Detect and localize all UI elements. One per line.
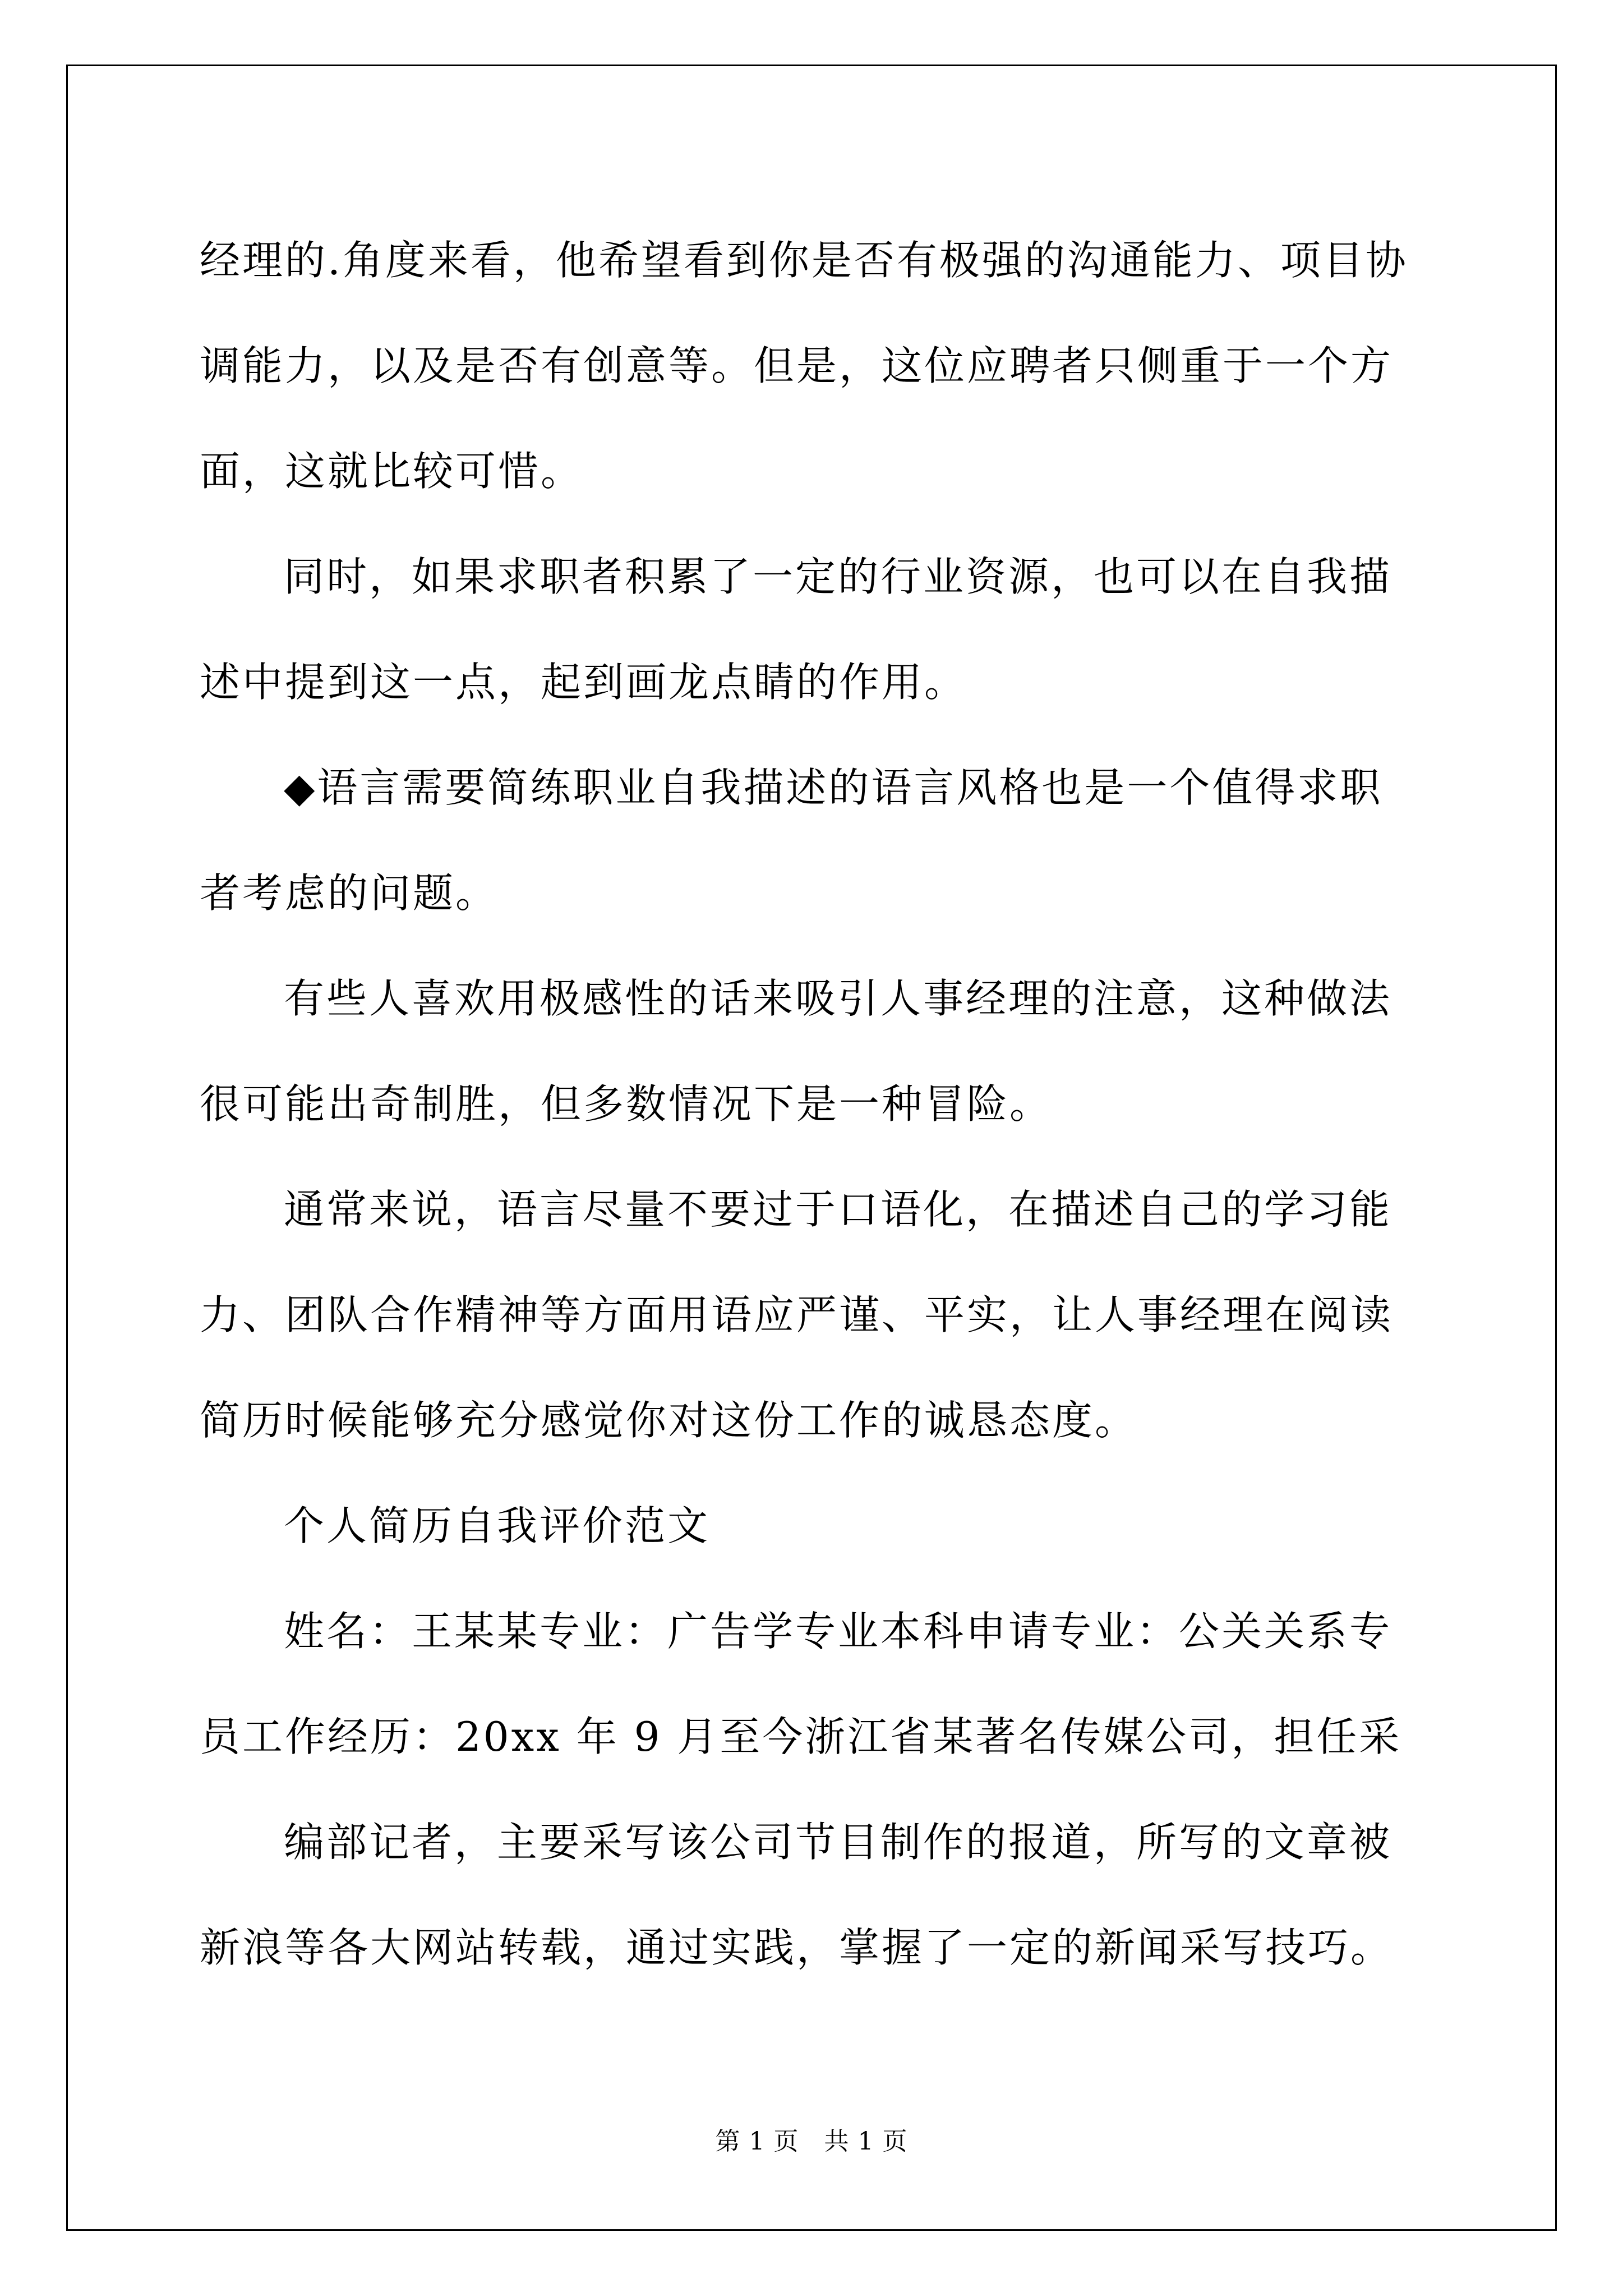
paragraph-2: 同时，如果求职者积累了一定的行业资源，也可以在自我描述中提到这一点，起到画龙点睛的作用。 — [200, 553, 1393, 706]
paragraph-4: 有些人喜欢用极感性的话来吸引人事经理的注意，这种做法很可能出奇制胜，但多数情况下是一种冒险。 — [200, 975, 1393, 1128]
paragraph-7: 姓名：王某某专业：广告学专业本科申请专业：公关关系专员工作经历：20xx 年 9 月至今浙江省某著名传媒公司，担任采 — [200, 1608, 1402, 1760]
page-number-total: 共 1 页 — [824, 2127, 908, 2156]
paragraph-8: 编部记者，主要采写该公司节目制作的报道，所写的文章被新浪等各大网站转载，通过实践，掌握了一定的新闻采写技巧。 — [200, 1819, 1394, 1971]
document-body — [200, 208, 1422, 2000]
paragraph-1: 经理的.角度来看，他希望看到你是否有极强的沟通能力、项目协调能力，以及是否有创意等。但是，这位应聘者只侧重于一个方面，这就比较可惜。 — [200, 237, 1408, 495]
paragraph-5: 通常来说，语言尽量不要过于口语化，在描述自己的学习能力、团队合作精神等方面用语应严谨、平实，让人事经理在阅读简历时候能够充分感觉你对这份工作的诚恳态度。 — [200, 1186, 1394, 1444]
page-footer — [0, 2125, 1623, 2159]
paragraph-3: ◆语言需要简练职业自我描述的语言风格也是一个值得求职者考虑的问题。 — [200, 764, 1383, 917]
page-number-current: 第 1 页 — [715, 2127, 799, 2156]
section-heading: 个人简历自我评价范文 — [284, 1502, 711, 1549]
